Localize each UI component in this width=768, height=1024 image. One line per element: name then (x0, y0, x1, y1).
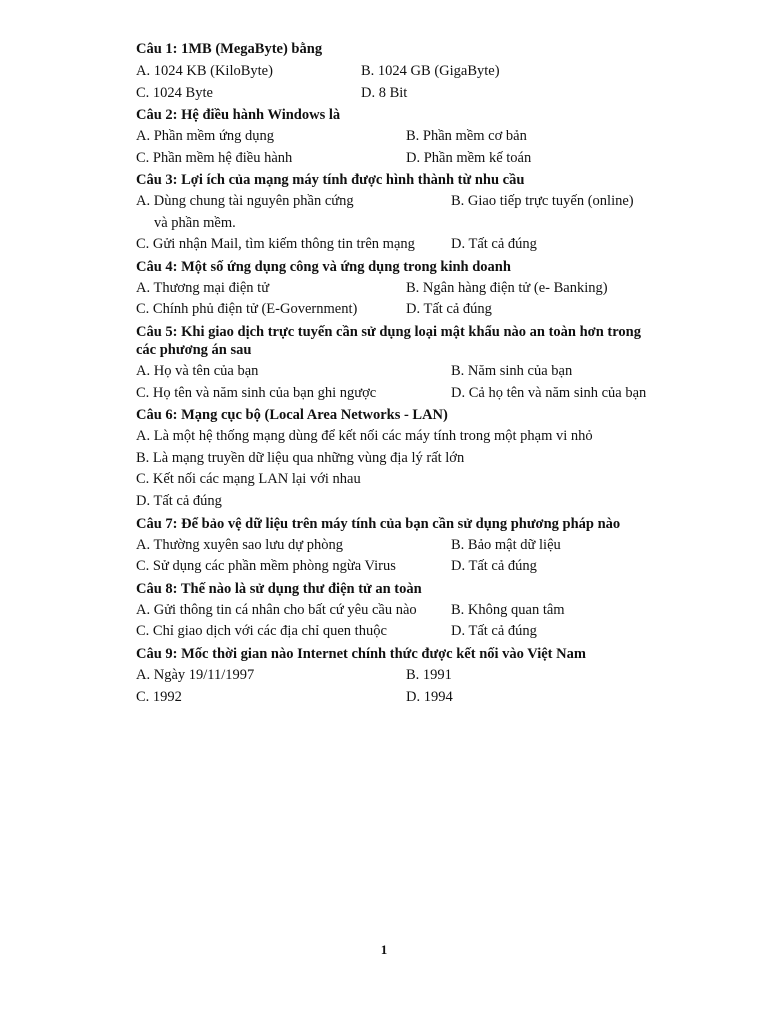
question-5-option-d: D. Cả họ tên và năm sinh của bạn (451, 385, 647, 401)
question-4-option-c: C. Chính phủ điện tử (E-Government) (136, 301, 358, 317)
question-6-option-d: D. Tất cả đúng (136, 493, 222, 509)
question-9-option-d: D. 1994 (406, 689, 453, 705)
question-5-option-a: A. Họ và tên của bạn (136, 363, 259, 379)
question-8-option-d: D. Tất cả đúng (451, 623, 537, 639)
question-8-option-b: B. Không quan tâm (451, 602, 565, 618)
question-4-option-d: D. Tất cả đúng (406, 301, 492, 317)
question-3-option-a-continued: và phần mềm. (154, 215, 236, 231)
question-3-option-d: D. Tất cả đúng (451, 236, 537, 252)
question-1-option-b: B. 1024 GB (GigaByte) (361, 63, 500, 79)
question-7-option-a: A. Thường xuyên sao lưu dự phòng (136, 537, 343, 553)
question-2-option-d: D. Phần mềm kế toán (406, 150, 532, 166)
question-2-option-a: A. Phần mềm ứng dụng (136, 128, 274, 144)
question-2-option-b: B. Phần mềm cơ bản (406, 128, 527, 144)
question-6-option-b: B. Là mạng truyền dữ liệu qua những vùng địa lý rất lớn (136, 450, 465, 466)
question-4-option-a: A. Thương mại điện tử (136, 280, 270, 296)
question-3-option-c: C. Gửi nhận Mail, tìm kiếm thông tin trên mạng (136, 236, 415, 252)
question-9-option-a: A. Ngày 19/11/1997 (136, 667, 255, 683)
question-7-option-b: B. Bảo mật dữ liệu (451, 537, 561, 553)
question-4-option-b: B. Ngân hàng điện tử (e- Banking) (406, 280, 608, 296)
question-9-option-c: C. 1992 (136, 689, 182, 705)
question-7-option-c: C. Sử dụng các phần mềm phòng ngừa Virus (136, 558, 396, 574)
page-number: 1 (380, 942, 388, 957)
question-9-option-b: B. 1991 (406, 667, 452, 683)
question-8-title: Câu 8: Thế nào là sử dụng thư điện tử an toàn (136, 581, 422, 597)
question-8-option-c: C. Chỉ giao dịch với các địa chỉ quen thuộc (136, 623, 387, 639)
question-5-option-c: C. Họ tên và năm sinh của bạn ghi ngược (136, 385, 377, 401)
question-1-option-a: A. 1024 KB (KiloByte) (136, 63, 273, 79)
question-3-option-a: A. Dùng chung tài nguyên phần cứng (136, 193, 354, 209)
question-6-option-c: C. Kết nối các mạng LAN lại với nhau (136, 471, 361, 487)
question-1-option-d: D. 8 Bit (361, 85, 408, 101)
question-8-option-a: A. Gửi thông tin cá nhân cho bất cứ yêu cầu nào (136, 602, 417, 618)
question-6-title: Câu 6: Mạng cục bộ (Local Area Networks - LAN) (136, 407, 448, 423)
question-3-option-b: B. Giao tiếp trực tuyến (online) (451, 193, 634, 209)
question-2-title: Câu 2: Hệ điều hành Windows là (136, 107, 341, 123)
question-9-title: Câu 9: Mốc thời gian nào Internet chính thức được kết nối vào Việt Nam (136, 646, 586, 662)
question-4-title: Câu 4: Một số ứng dụng công và ứng dụng trong kinh doanh (136, 259, 511, 275)
question-5-option-b: B. Năm sinh của bạn (451, 363, 573, 379)
question-7-title: Câu 7: Để bảo vệ dữ liệu trên máy tính của bạn cần sử dụng phương pháp nào (136, 516, 621, 532)
question-6-option-a: A. Là một hệ thống mạng dùng để kết nối các máy tính trong một phạm vi nhỏ (136, 428, 593, 444)
question-7-option-d: D. Tất cả đúng (451, 558, 537, 574)
question-5-title-continued: các phương án sau (136, 342, 252, 358)
question-1-title: Câu 1: 1MB (MegaByte) bằng (136, 41, 323, 57)
question-2-option-c: C. Phần mềm hệ điều hành (136, 150, 293, 166)
question-1-option-c: C. 1024 Byte (136, 85, 213, 101)
question-5-title: Câu 5: Khi giao dịch trực tuyến cần sử dụng loại mật khẩu nào an toàn hơn trong (136, 324, 641, 340)
question-3-title: Câu 3: Lợi ích của mạng máy tính được hình thành từ nhu cầu (136, 172, 525, 188)
